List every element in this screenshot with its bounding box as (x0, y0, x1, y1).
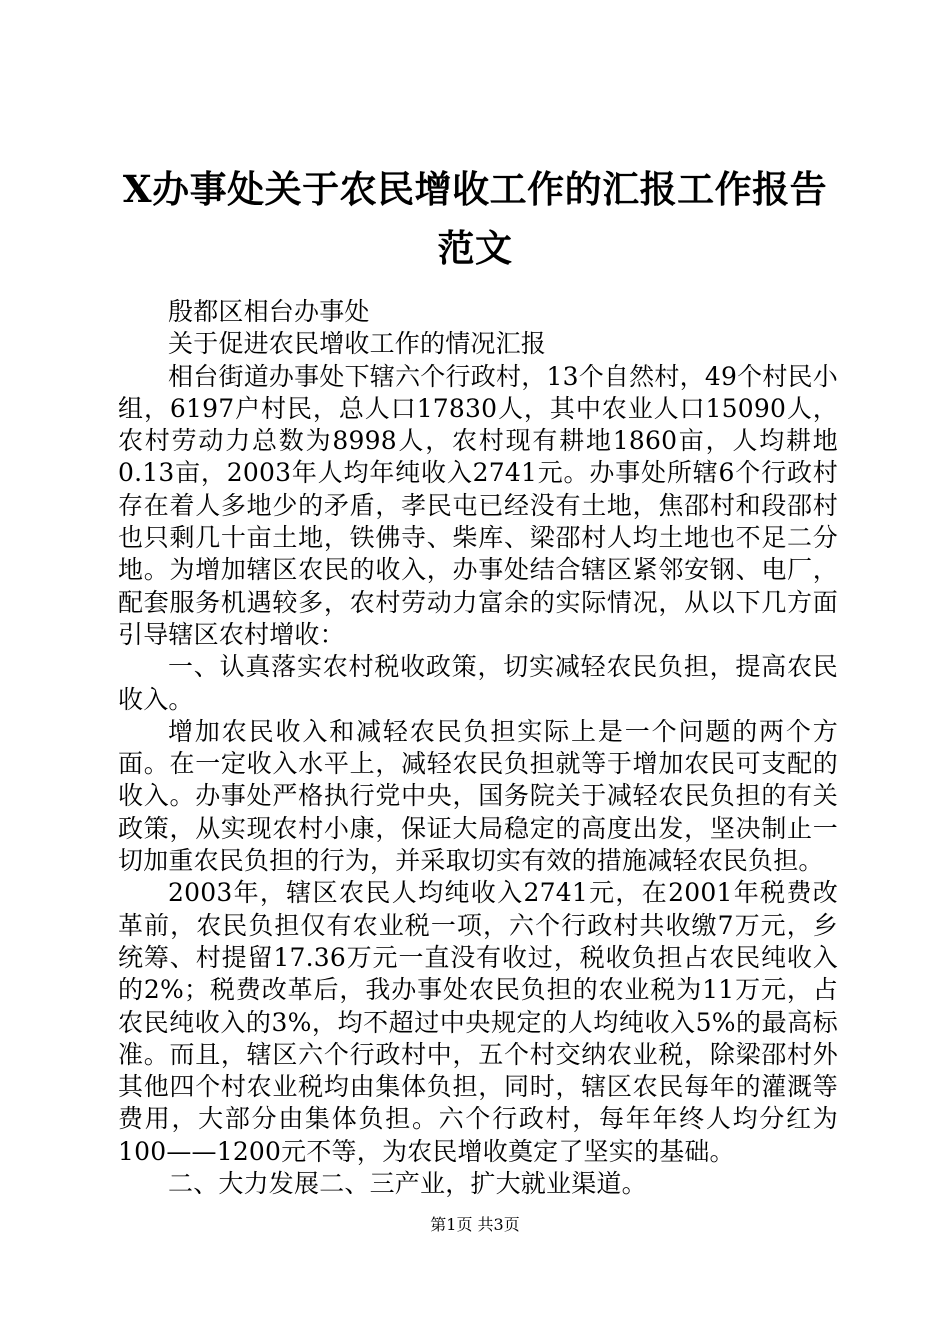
document-body (118, 296, 838, 1200)
document-title: X办事处关于农民增收工作的汇报工作报告范文 (122, 167, 828, 270)
paragraph-report-subtitle: 关于促进农民增收工作的情况汇报 (168, 329, 547, 359)
paragraph-burden-policy: 增加农民收入和减轻农民负担实际上是一个问题的两个方面。在一定收入水平上，减轻农民负担就等于增加农民可支配的收入。办事处严格执行党中央，国务院关于减轻农民负担的有关政策，从实现农村小康，保证大局稳定的高度出发，坚决制止一切加重农民负担的行为，并采取切实有效的措施减轻农民负担。 (118, 716, 838, 876)
paragraph-office-name: 殷都区相台办事处 (168, 297, 370, 326)
page-footer: 第1页 共3页 (430, 1215, 520, 1234)
paragraph-section-two-heading: 二、大力发展二、三产业，扩大就业渠道。 (168, 1169, 647, 1199)
paragraph-overview: 相台街道办事处下辖六个行政村，13个自然村，49个村民小组，6197户村民，总人口17830人，其中农业人口15090人，农村劳动力总数为8998人，农村现有耕地1860亩，人均耕地0.13亩，2003年人均年纯收入2741元。办事处所辖6个行政村存在着人多地少的矛盾，孝民屯已经没有土地，焦邵村和段邵村也只剩几十亩土地，铁佛寺、柴库、梁邵村人均土地也不足二分地。为增加辖区农民的收入，办事处结合辖区紧邻安钢、电厂，配套服务机遇较多，农村劳动力富余的实际情况，从以下几方面引导辖区农村增收： (118, 361, 838, 649)
paragraph-section-one-heading: 一、认真落实农村税收政策，切实减轻农民负担，提高农民收入。 (118, 652, 838, 714)
paragraph-income-statistics: 2003年，辖区农民人均纯收入2741元，在2001年税费改革前，农民负担仅有农业税一项，六个行政村共收缴7万元，乡统筹、村提留17.36万元一直没有收过，税收负担占农民纯收入的2%；税费改革后，我办事处农民负担的农业税为11万元，占农民纯收入的3%，均不超过中央规定的人均纯收入5%的最高标准。而且，辖区六个行政村中，五个村交纳农业税，除梁邵村外其他四个村农业税均由集体负担，同时，辖区农民每年的灌溉等费用，大部分由集体负担。六个行政村，每年年终人均分红为100——1200元不等，为农民增收奠定了坚实的基础。 (118, 878, 838, 1166)
